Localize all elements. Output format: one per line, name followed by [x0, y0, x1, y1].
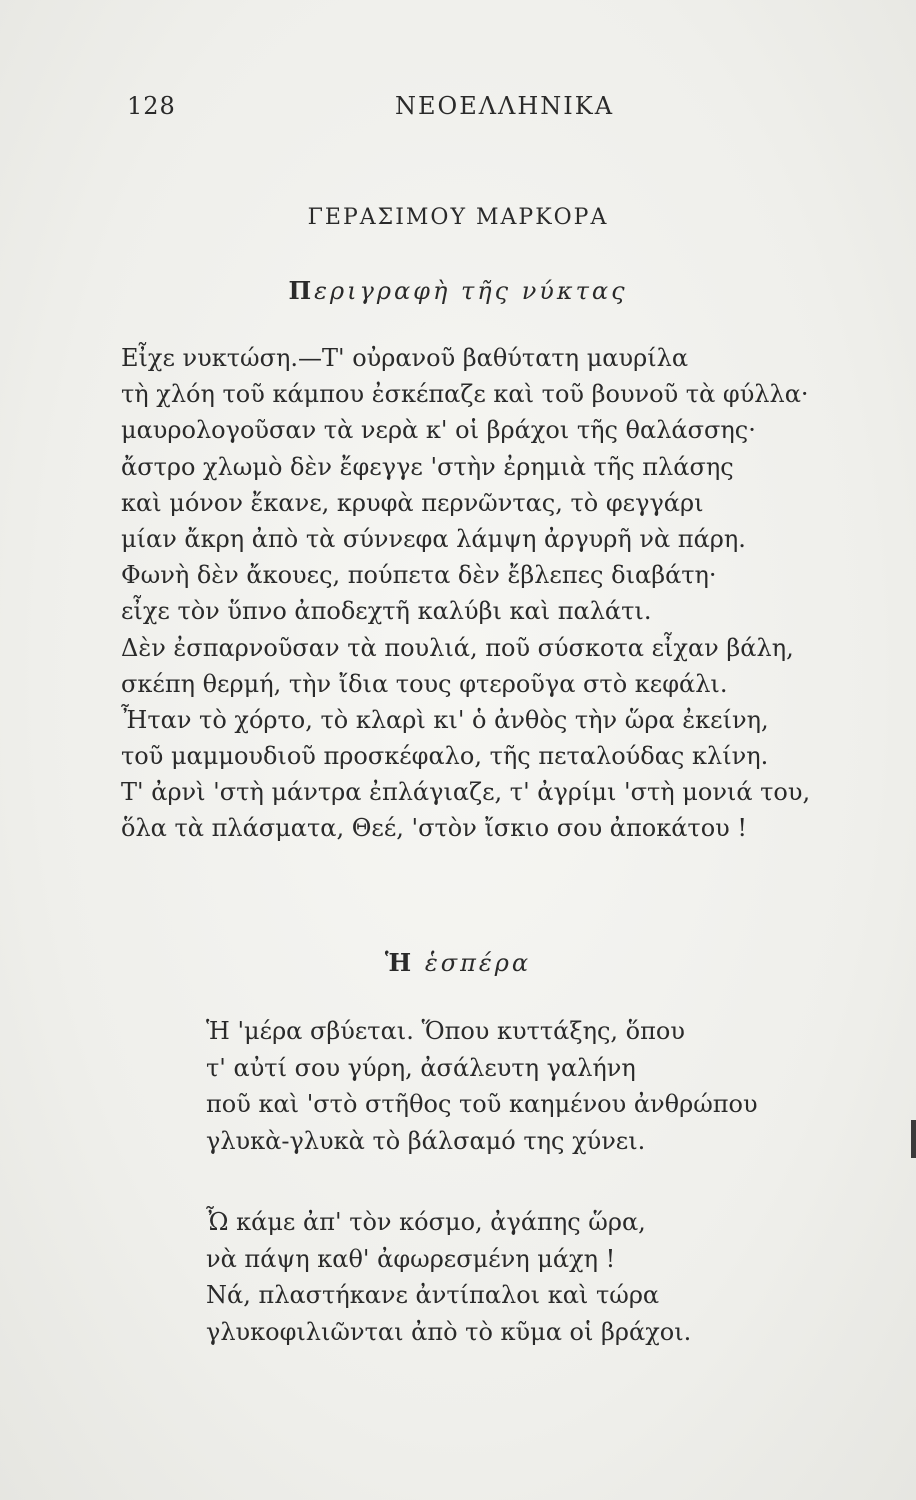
poem-line: νὰ πάψη καθ' ἀφωρεσμένη μάχη !	[206, 1244, 616, 1273]
poem-line: Δὲν ἐσπαρνοῦσαν τὰ πουλιά, ποῦ σύσκοτα εἶχαν βάλη,	[121, 633, 794, 662]
page-edge-mark	[911, 1120, 916, 1158]
poem-line: τ' αὐτί σου γύρη, ἀσάλευτη γαλήνη	[206, 1053, 636, 1082]
poem-line: τοῦ μαμμουδιοῦ προσκέφαλο, τῆς πεταλούδας κλίνη.	[121, 742, 769, 771]
poem-line: ὅλα τὰ πλάσματα, Θεέ, 'στὸν ἴσκιο σου ἀποκάτου !	[121, 814, 748, 843]
stanza-break	[206, 1159, 758, 1204]
poem-line: ἄστρο χλωμὸ δὲν ἔφεγγε 'στὴν ἐρημιὰ τῆς πλάσης	[121, 452, 734, 481]
poem-line: ποῦ καὶ 'στὸ στῆθος τοῦ καημένου ἀνθρώπου	[206, 1090, 758, 1118]
poem-line: Ἦταν τὸ χόρτο, τὸ κλαρὶ κι' ὁ ἀνθὸς τὴν ὥρα ἐκείνη,	[121, 705, 769, 734]
poem-line: καὶ μόνον ἔκανε, κρυφὰ περνῶντας, τὸ φεγγάρι	[121, 488, 704, 517]
poem-line: σκέπη θερμή, τὴν ἴδια τους φτεροῦγα στὸ κεφάλι.	[121, 669, 728, 698]
title-initial: Π	[288, 276, 315, 305]
page-header	[0, 92, 916, 132]
poem-line: γλυκοφιλιῶνται ἀπὸ τὸ κῦμα οἱ βράχοι.	[206, 1317, 692, 1346]
title-initial: Ἡ	[384, 948, 415, 977]
poem-evening-body	[206, 1013, 758, 1350]
poem-line: εἶχε τὸν ὕπνο ἀποδεχτῆ καλύβι καὶ παλάτι.	[121, 597, 652, 626]
poem-title-night	[0, 276, 916, 305]
poem-line: Φωνὴ δὲν ἄκουες, πούπετα δὲν ἔβλεπες διαβάτη·	[121, 561, 717, 590]
poem-line: Εἶχε νυκτώση.—Τ' οὐρανοῦ βαθύτατη μαυρίλα	[121, 344, 689, 372]
poem-line: τὴ χλόη τοῦ κάμπου ἐσκέπαζε καὶ τοῦ βουνοῦ τὰ φύλλα·	[121, 380, 809, 409]
poem-line: μίαν ἄκρη ἀπὸ τὰ σύννεφα λάμψη ἀργυρῆ νὰ πάρη.	[121, 524, 746, 553]
poem-title-evening	[0, 948, 916, 977]
title-text: ἑσπέρα	[424, 949, 532, 977]
poem-line: Τ' ἀρνὶ 'στὴ μάντρα ἐπλάγιαζε, τ' ἀγρίμι 'στὴ μονιά του,	[121, 778, 811, 807]
poem-line: Ὦ κάμε ἀπ' τὸν κόσμο, ἀγάπης ὥρα,	[206, 1208, 646, 1236]
poem-line: μαυρολογοῦσαν τὰ νερὰ κ' οἱ βράχοι τῆς θαλάσσης·	[121, 416, 756, 445]
title-text: εριγραφὴ τῆς νύκτας	[314, 277, 628, 305]
page-number: 128	[127, 92, 176, 120]
poem-line: γλυκὰ-γλυκὰ τὸ βάλσαμό της χύνει.	[206, 1126, 646, 1155]
poem-line: Ἡ 'μέρα σβύεται. Ὅπου κυττάξης, ὅπου	[206, 1017, 685, 1045]
running-title: ΝΕΟΕΛΛΗΝΙΚΑ	[395, 92, 615, 120]
author-heading: ΓΕΡΑΣΙΜΟΥ ΜΑΡΚΟΡΑ	[307, 205, 609, 230]
poem-night-body	[121, 340, 810, 847]
poem-line: Νά, πλαστήκανε ἀντίπαλοι καὶ τώρα	[206, 1281, 660, 1309]
